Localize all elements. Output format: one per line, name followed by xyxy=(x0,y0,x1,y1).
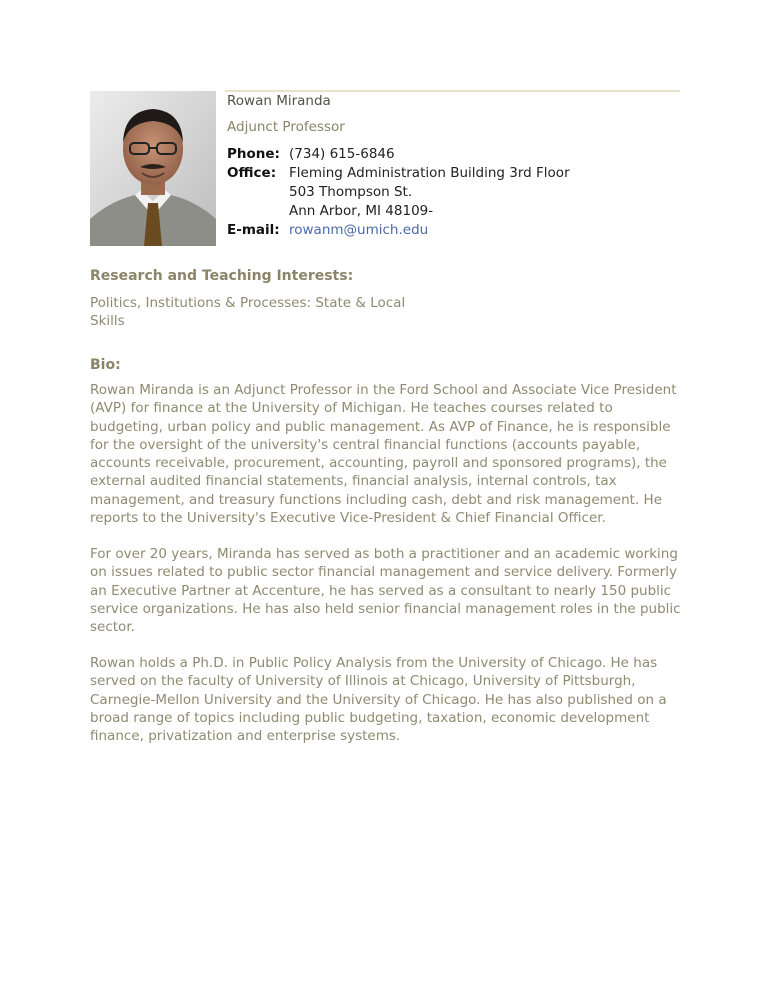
research-line: Politics, Institutions & Processes: State & Local xyxy=(90,295,406,311)
bio-paragraph-1 xyxy=(90,381,690,527)
person-title: Adjunct Professor xyxy=(227,119,345,135)
office-label: Office: xyxy=(227,165,277,181)
bio-line: management, and treasury functions including cash, debt and risk management. He xyxy=(90,491,662,508)
bio-line: finance, privatization and enterprise systems. xyxy=(90,728,401,745)
research-line: Skills xyxy=(90,313,125,330)
bio-heading: Bio: xyxy=(90,357,121,373)
email-label: E-mail: xyxy=(227,222,280,238)
office-line-3: Ann Arbor, MI 48109- xyxy=(289,203,434,219)
office-line-1: Fleming Administration Building 3rd Floor xyxy=(289,165,570,181)
bio-line: Rowan Miranda is an Adjunct Professor in the Ford School and Associate Vice President xyxy=(90,382,677,398)
bio-line: sector. xyxy=(90,619,135,636)
bio-line: on issues related to public sector financial management and service delivery. Formerly xyxy=(90,564,677,581)
bio-paragraph-2 xyxy=(90,545,690,636)
phone-label: Phone: xyxy=(227,146,280,162)
bio-paragraph-3 xyxy=(90,654,690,745)
office-line-2: 503 Thompson St. xyxy=(289,184,413,200)
bio-line: for the oversight of the university's central financial functions (accounts payable, xyxy=(90,436,641,453)
bio-line: reports to the University's Executive Vice-President & Chief Financial Officer. xyxy=(90,510,606,527)
header-rule xyxy=(225,90,680,92)
bio-line: Rowan holds a Ph.D. in Public Policy Analysis from the University of Chicago. He has xyxy=(90,655,658,671)
bio-line: service organizations. He has also held senior financial management roles in the public xyxy=(90,600,681,617)
person-name: Rowan Miranda xyxy=(227,93,331,109)
bio-line: broad range of topics including public budgeting, taxation, economic development xyxy=(90,709,650,726)
portrait-photo xyxy=(90,91,216,246)
bio-line: served on the faculty of University of Illinois at Chicago, University of Pittsburgh, xyxy=(90,673,636,690)
bio-line: budgeting, urban policy and public management. As AVP of Finance, he is responsible xyxy=(90,418,671,435)
research-text xyxy=(90,294,690,331)
phone-value: (734) 615-6846 xyxy=(289,146,395,162)
bio-line: an Executive Partner at Accenture, he has served as a consultant to nearly 150 public xyxy=(90,582,672,599)
contact-block xyxy=(227,145,649,240)
bio-line: Carnegie-Mellon University and the University of Chicago. He has also published on a xyxy=(90,691,667,708)
bio-line: external audited financial statements, financial analysis, internal controls, tax xyxy=(90,473,617,490)
bio-line: (AVP) for finance at the University of Michigan. He teaches courses related to xyxy=(90,400,613,417)
bio-line: accounts receivable, procurement, accounting, payroll and sponsored programs), the xyxy=(90,455,667,472)
email-link[interactable]: rowanm@umich.edu xyxy=(289,222,429,238)
research-heading: Research and Teaching Interests: xyxy=(90,268,354,284)
bio-line: For over 20 years, Miranda has served as both a practitioner and an academic working xyxy=(90,546,678,562)
